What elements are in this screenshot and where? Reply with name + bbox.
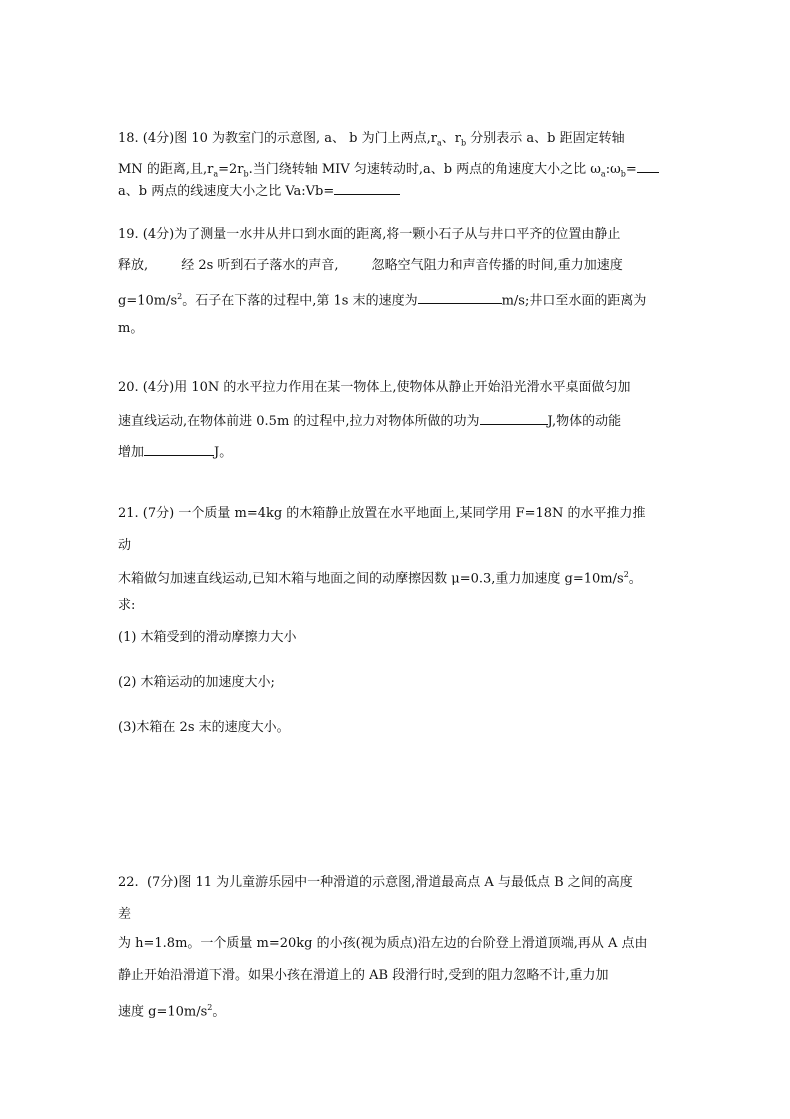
q20-line-2: 速直线运动,在物体前进 0.5m 的过程中,拉力对物体所做的功为 J,物体的动能 xyxy=(118,410,621,431)
q22-line-5: 速度 $g=10m/s^2$。 xyxy=(118,1003,226,1020)
q19-line-2: 释放, 经 2s 听到石子落水的声音, 忽略空气阻力和声音传播的时间,重力加速度 xyxy=(118,258,623,273)
answer-blank[interactable] xyxy=(637,158,659,173)
q18-line-3: a、b 两点的线速度大小之比 Va:Vb= xyxy=(118,180,400,201)
q18-line-2: MN 的距离,且$,r_a=2r_b$.当门绕转轴 MIV 匀速转动时,a、b 两点的角速度大小之比 $\omega_a:\omega_b=$ xyxy=(118,158,659,184)
answer-blank[interactable] xyxy=(334,180,400,195)
answer-blank[interactable] xyxy=(418,289,502,304)
q22-line-4: 静止开始沿滑道下滑。如果小孩在滑道上的 AB 段滑行时,受到的阻力忽略不计,重力加 xyxy=(118,968,609,983)
q21-line-3: 木箱做匀加速直线运动,已知木箱与地面之间的动摩擦因数 μ=0.3,重力加速度 $g=10m/s^2$。 xyxy=(118,570,642,587)
answer-blank[interactable] xyxy=(480,410,548,425)
q18-line-1: 18. (4分)图 10 为教室门的示意图, a、 b 为门上两点$,r_a$、$r_b$ 分别表示 a、b 距固定转轴 xyxy=(118,131,625,148)
q19-line-1: 19. (4分)为了测量一水井从井口到水面的距离,将一颗小石子从与井口平齐的位置由静止 xyxy=(118,227,621,242)
q21-item-3: (3)木箱在 2s 末的速度大小。 xyxy=(118,720,290,735)
q22-line-1: 22. (7分)图 11 为儿童游乐园中一种滑道的示意图,滑道最高点 A 与最低点 B 之间的高度 xyxy=(118,875,633,890)
q19-line-3: $g=10m/s^2$。石子在下落的过程中,第 1s 末的速度为 m/s;井口至水面的距离为 xyxy=(118,288,646,310)
q22-line-2: 差 xyxy=(118,907,132,922)
q21-line-4: 求: xyxy=(118,598,136,613)
q22-line-3: 为 h=1.8m。一个质量 m=20kg 的小孩(视为质点)沿左边的台阶登上滑道顶端,再从 A 点由 xyxy=(118,936,648,951)
q21-line-1: 21. (7分) 一个质量 m=4kg 的木箱静止放置在水平地面上,某同学用 F=18N 的水平推力推 xyxy=(118,506,646,521)
q21-item-2: (2) 木箱运动的加速度大小; xyxy=(118,675,275,690)
q19-line-4: m。 xyxy=(118,321,144,336)
q21-item-1: (1) 木箱受到的滑动摩擦力大小 xyxy=(118,630,297,645)
q21-line-2: 动 xyxy=(118,538,132,553)
q20-line-1: 20. (4分)用 10N 的水平拉力作用在某一物体上,使物体从静止开始沿光滑水平桌面做匀加 xyxy=(118,380,631,395)
answer-blank[interactable] xyxy=(144,441,214,456)
q20-line-3: 增加 J。 xyxy=(118,441,232,462)
